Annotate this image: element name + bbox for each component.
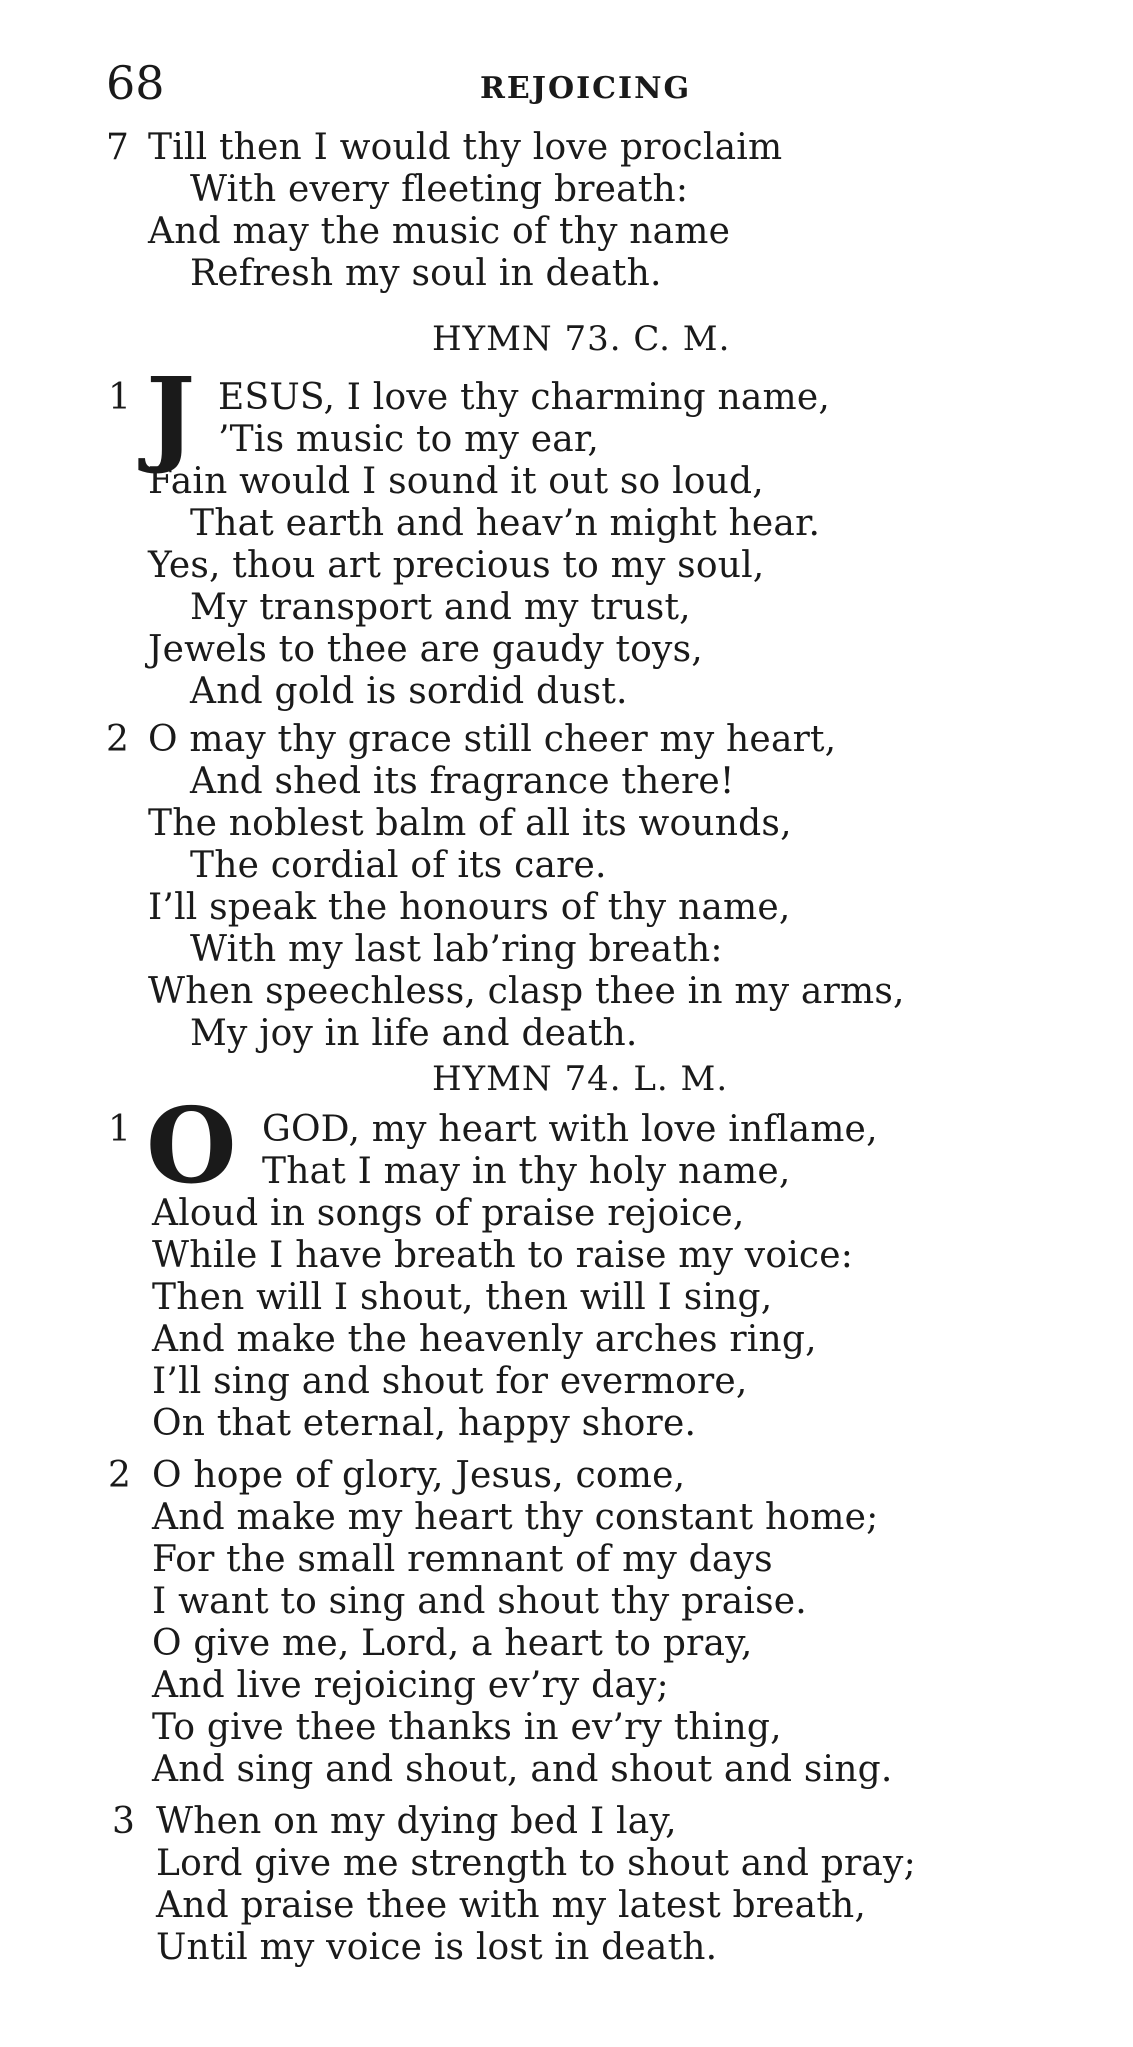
verse-line: I want to sing and shout thy praise. (152, 1581, 807, 1622)
verse-line: And sing and shout, and shout and sing. (152, 1749, 893, 1790)
verse-line: When speechless, clasp thee in my arms, (148, 971, 905, 1012)
verse-line: And may the music of thy name (148, 211, 731, 252)
running-title: REJOICING (480, 71, 692, 106)
verse-line: My joy in life and death. (190, 1013, 638, 1054)
verse-line: O give me, Lord, a heart to pray, (152, 1623, 753, 1664)
verse-number: 7 (106, 127, 129, 168)
verse-line: I’ll speak the honours of thy name, (148, 887, 791, 928)
verse-line: That earth and heav’n might hear. (190, 503, 821, 544)
verse-line: I’ll sing and shout for evermore, (152, 1361, 748, 1402)
verse-number: 1 (108, 377, 131, 418)
verse-number: 3 (112, 1801, 135, 1842)
verse-line: And make the heavenly arches ring, (152, 1319, 817, 1360)
verse-line: Refresh my soul in death. (190, 253, 662, 294)
verse-line: And live rejoicing ev’ry day; (152, 1665, 669, 1706)
verse-number: 2 (106, 719, 129, 760)
verse-line: Yes, thou art precious to my soul, (148, 545, 765, 586)
verse-line: Fain would I sound it out so loud, (148, 461, 764, 502)
verse-line: With my last lab’ring breath: (190, 929, 723, 970)
verse-line: When on my dying bed I lay, (156, 1801, 677, 1842)
hymn-title: HYMN 74. L. M. (432, 1059, 729, 1099)
verse-line: And praise thee with my latest breath, (156, 1885, 867, 1926)
verse-line: O may thy grace still cheer my heart, (148, 719, 837, 760)
verse-line: Jewels to thee are gaudy toys, (148, 629, 703, 670)
verse-line: My transport and my trust, (190, 587, 691, 628)
verse-line: Lord give me strength to shout and pray; (156, 1843, 916, 1884)
drop-cap: O (146, 1084, 237, 1207)
verse-number: 2 (108, 1455, 131, 1496)
verse-line: ’Tis music to my ear, (218, 419, 599, 460)
verse-line: For the small remnant of my days (152, 1539, 773, 1580)
verse-line: Until my voice is lost in death. (156, 1927, 718, 1968)
verse-line: Then will I shout, then will I sing, (152, 1277, 773, 1318)
drop-cap: J (146, 354, 196, 477)
verse-number: 1 (108, 1109, 131, 1150)
verse-line: To give thee thanks in ev’ry thing, (152, 1707, 782, 1748)
verse-line: And gold is sordid dust. (190, 671, 628, 712)
verse-line: And make my heart thy constant home; (152, 1497, 879, 1538)
verse-line: While I have breath to raise my voice: (152, 1235, 854, 1276)
page-number: 68 (106, 56, 165, 110)
verse-line: The cordial of its care. (190, 845, 607, 886)
verse-line: That I may in thy holy name, (262, 1151, 791, 1192)
verse-line: Aloud in songs of praise rejoice, (152, 1193, 745, 1234)
verse-line: On that eternal, happy shore. (152, 1403, 697, 1444)
verse-line: And shed its fragrance there! (190, 761, 735, 802)
verse-line: ESUS, I love thy charming name, (218, 377, 830, 418)
verse-line: GOD, my heart with love inflame, (262, 1109, 878, 1150)
verse-line: The noblest balm of all its wounds, (148, 803, 792, 844)
verse-line: O hope of glory, Jesus, come, (152, 1455, 686, 1496)
verse-line: With every fleeting breath: (190, 169, 689, 210)
hymn-title: HYMN 73. C. M. (432, 319, 731, 359)
verse-line: Till then I would thy love proclaim (148, 127, 783, 168)
